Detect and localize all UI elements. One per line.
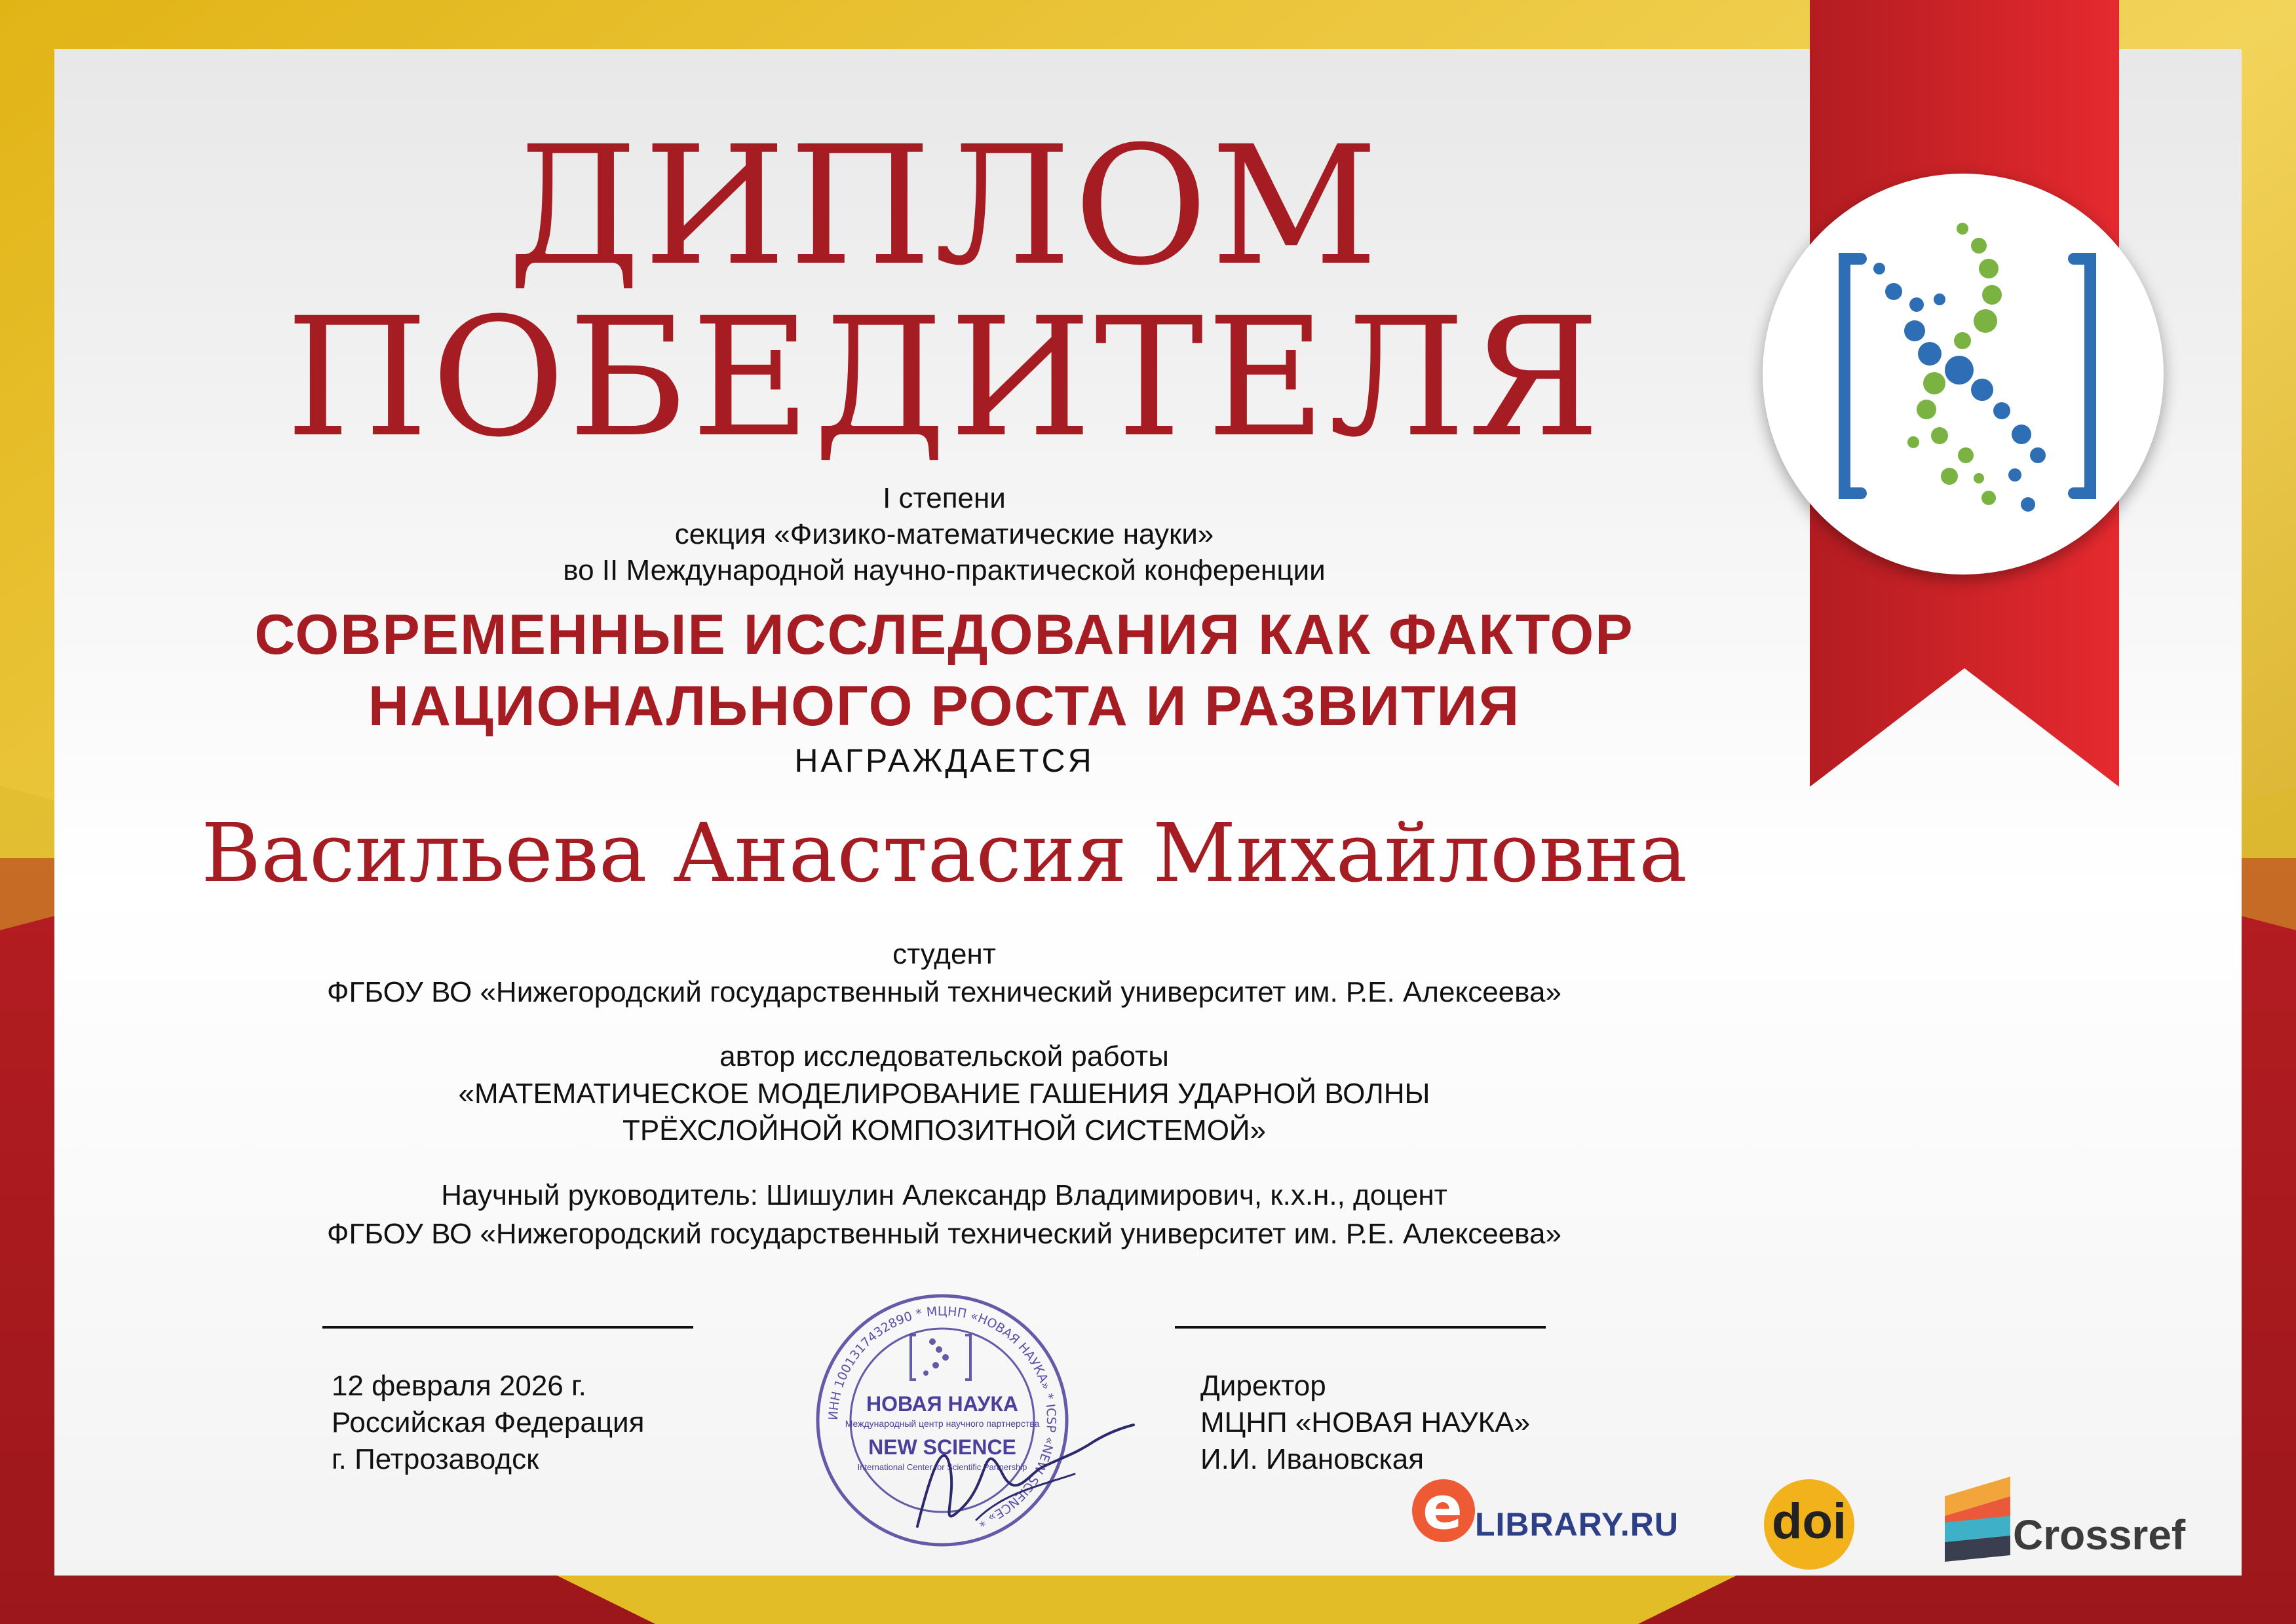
- conference-intro: во II Международной научно-практической конференции: [563, 554, 1326, 586]
- recipient-name: Васильева Анастасия Михайловна: [201, 806, 1688, 901]
- work-label: автор исследовательской работы: [719, 1040, 1169, 1072]
- supervisor-organization: ФГБОУ ВО «Нижегородский государственный технический университет им. Р.Е. Алексеева»: [327, 1218, 1561, 1250]
- conference-name-line2: НАЦИОНАЛЬНОГО РОСТА И РАЗВИТИЯ: [368, 675, 1521, 738]
- awarded-label: НАГРАЖДАЕТСЯ: [794, 742, 1094, 779]
- recipient-status: студент: [892, 938, 996, 970]
- director-signature: [904, 1395, 1140, 1546]
- crossref-text: Crossref: [2013, 1511, 2186, 1558]
- seal-subtitle-en: International Center for Scientific Partnership: [857, 1462, 1027, 1472]
- doi-logo: doi: [1764, 1479, 1854, 1570]
- director-role: Директор: [1200, 1370, 1326, 1402]
- degree-text: I степени: [883, 482, 1006, 514]
- seal-subtitle-ru: Международный центр научного партнерства: [845, 1418, 1040, 1429]
- seal-name-en: NEW SCIENCE: [868, 1435, 1016, 1459]
- section-text: секция «Физико-математические науки»: [674, 518, 1214, 550]
- seal-ring-text: ИНН 1001317432890 * МЦНП «НОВАЯ НАУКА» * ICSP «NEW SCIENCE» *: [826, 1304, 1059, 1530]
- issue-date: 12 февраля 2026 г.: [332, 1370, 586, 1402]
- conference-name-line1: СОВРЕМЕННЫЕ ИССЛЕДОВАНИЯ КАК ФАКТОР: [254, 603, 1634, 666]
- supervisor-text: Научный руководитель: Шишулин Александр Владимирович, к.х.н., доцент: [441, 1179, 1447, 1211]
- work-title-line1: «МАТЕМАТИЧЕСКОЕ МОДЕЛИРОВАНИЕ ГАШЕНИЯ УДАРНОЙ ВОЛНЫ: [458, 1078, 1430, 1110]
- recipient-organization: ФГБОУ ВО «Нижегородский государственный технический университет им. Р.Е. Алексеева»: [327, 976, 1561, 1008]
- director-organization: МЦНП «НОВАЯ НАУКА»: [1200, 1407, 1531, 1439]
- seal-name-ru: НОВАЯ НАУКА: [866, 1392, 1019, 1416]
- work-title-line2: ТРЁХСЛОЙНОЙ КОМПОЗИТНОЙ СИСТЕМОЙ»: [622, 1114, 1267, 1146]
- issue-city: г. Петрозаводск: [332, 1443, 539, 1475]
- crossref-stripes-icon: [1945, 1477, 2010, 1562]
- diploma-title-line1: ДИПЛОМ: [507, 111, 1381, 301]
- crossref-logo: [1945, 1477, 2207, 1562]
- elibrary-e-letter: e: [1423, 1474, 1463, 1543]
- director-name: И.И. Ивановская: [1200, 1443, 1425, 1475]
- director-signature-line: [1175, 1326, 1546, 1329]
- elibrary-text: LIBRARY.RU: [1475, 1506, 1679, 1543]
- issue-country: Российская Федерация: [332, 1407, 645, 1439]
- diploma-title-line2: ПОБЕДИТЕЛЯ: [285, 282, 1603, 473]
- date-signature-line: [322, 1326, 693, 1329]
